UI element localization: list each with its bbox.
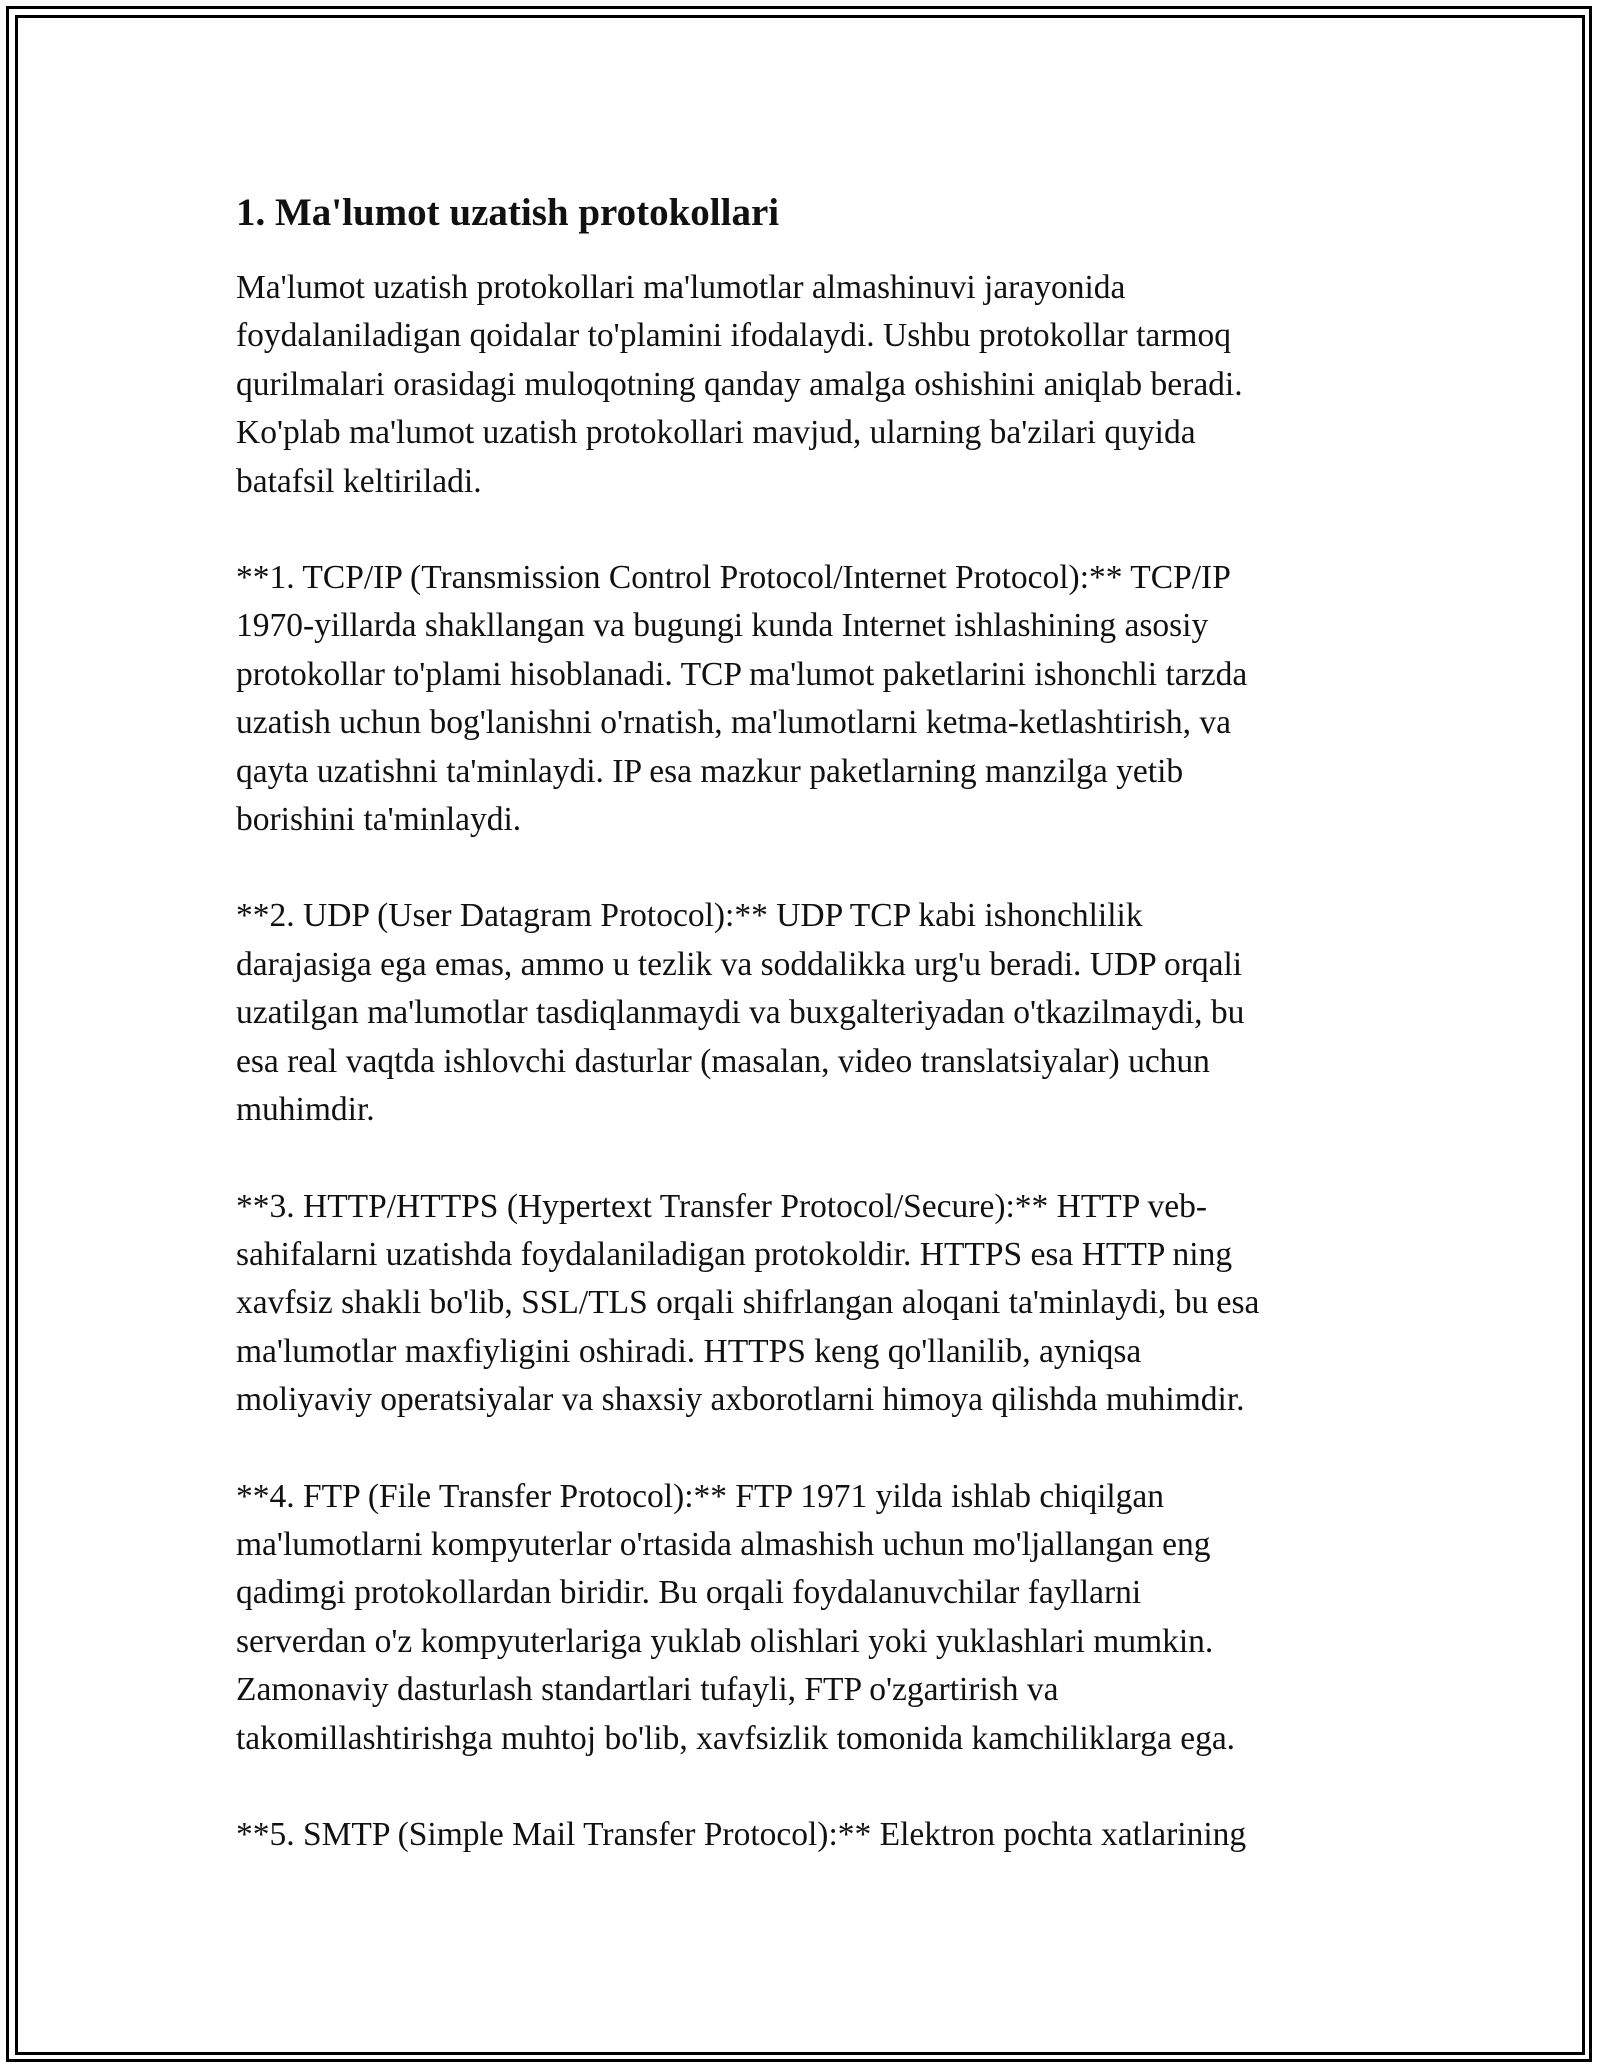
paragraph-tcp-ip: **1. TCP/IP (Transmission Control Protocol/Internet Protocol):** TCP/IP 1970-yillarda shakllangan va bugungi kunda Internet ishlashining asosiy protokollar to'plami hisoblanadi. TCP ma'lumot paketlarini ishonchli tarzda uzatish uchun bog'lanishni o'rnatish, ma'lumotlarni ketma-ketlashtirish, va qayta uzatishni ta'minlaydi. IP esa mazkur paketlarning manzilga yetib borishini ta'minlaydi.: [236, 559, 1248, 839]
paragraph-intro: Ma'lumot uzatish protokollari ma'lumotlar almashinuvi jarayonida foydalaniladigan qoidalar to'plamini ifodalaydi. Ushbu protokollar tarmoq qurilmalari orasidagi muloqotning qanday amalga oshishini aniqlab beradi. Ko'plab ma'lumot uzatish protokollari mavjud, ularning ba'zilari quyida batafsil keltiriladi.: [236, 269, 1243, 500]
paragraph-ftp: **4. FTP (File Transfer Protocol):** FTP 1971 yilda ishlab chiqilgan ma'lumotlarni kompyuterlar o'rtasida almashish uchun mo'ljallangan eng qadimgi protokollardan biridir. Bu orqali foydalanuvchilar fayllarni serverdan o'z kompyuterlariga yuklab olishlari yoki yuklashlari mumkin. Zamonaviy dasturlash standartlari tufayli, FTP o'zgartirish va takomillashtirishga muhtoj bo'lib, xavfsizlik tomonida kamchiliklarga ega.: [236, 1477, 1236, 1757]
paragraph-smtp: **5. SMTP (Simple Mail Transfer Protocol):** Elektron pochta xatlarining: [236, 1815, 1247, 1853]
paragraph-http-https: **3. HTTP/HTTPS (Hypertext Transfer Protocol/Secure):** HTTP veb- sahifalarni uzatishda foydalaniladigan protokoldir. HTTPS esa HTTP ning xavfsiz shakli bo'lib, SSL/TLS orqali shifrlangan aloqani ta'minlaydi, bu esa ma'lumotlar maxfiyligini oshiradi. HTTPS keng qo'llanilib, ayniqsa moliyaviy operatsiyalar va shaxsiy axborotlarni himoya qilishda muhimdir.: [236, 1187, 1260, 1419]
paragraph-udp: **2. UDP (User Datagram Protocol):** UDP TCP kabi ishonchlilik darajasiga ega emas, ammo u tezlik va soddalikka urg'u beradi. UDP orqali uzatilgan ma'lumotlar tasdiqlanmaydi va buxgalteriyadan o'tkazilmaydi, bu esa real vaqtda ishlovchi dasturlar (masalan, video translatsiyalar) uchun muhimdir.: [236, 897, 1245, 1129]
document-body: [236, 188, 1376, 1907]
section-heading: 1. Ma'lumot uzatish protokollari: [236, 191, 780, 234]
